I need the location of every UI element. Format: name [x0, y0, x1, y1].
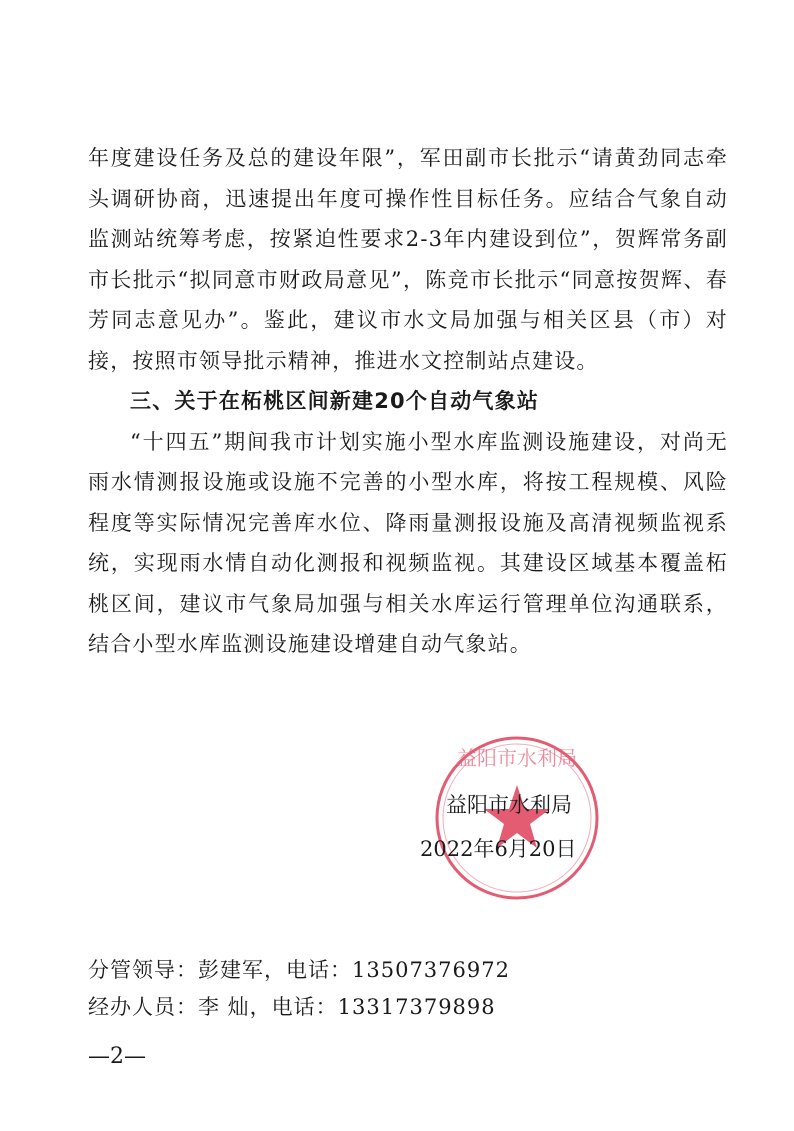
page-number: —2— — [88, 1044, 146, 1069]
paragraph-section-3: “十四五”期间我市计划实施小型水库监测设施建设，对尚无雨水情测报设施或设施不完善的小型水库，将按工程规模、风险程度等实际情况完善库水位、降雨量测报设施及高清视频监视系统，实现雨水情自动化测报和视频监视。其建设区域基本覆盖柘桃区间，建议市气象局加强与相关水库运行管理单位沟通联系，结合小型水库监测设施建设增建自动气象站。 — [88, 429, 728, 656]
signature-block — [420, 783, 640, 871]
contact-leader: 分管领导：彭建军，电话：13507376972 — [88, 958, 510, 982]
contact-info — [88, 952, 510, 1026]
contact-handler: 经办人员：李 灿，电话：13317379898 — [88, 995, 496, 1019]
section-heading-3: 三、关于在柘桃区间新建20个自动气象站 — [130, 389, 540, 413]
signing-organization: 益阳市水利局 — [446, 793, 572, 817]
seal-text: 益阳市水利局 — [457, 746, 577, 770]
paragraph-continuation: 年度建设任务及总的建设年限”，军田副市长批示“请黄劲同志牵头调研协商，迅速提出年度可操作性目标任务。应结合气象自动监测站统筹考虑，按紧迫性要求2-3年内建设到位”，贺辉常务副市长批示“拟同意市财政局意见”，陈竞市长批示“同意按贺辉、春芳同志意见办”。鉴此，建议市水文局加强与相关区县（市）对接，按照市领导批示精神，推进水文控制站点建设。 — [88, 146, 728, 373]
document-body — [88, 138, 728, 665]
signing-date: 2022年6月20日 — [420, 837, 577, 861]
